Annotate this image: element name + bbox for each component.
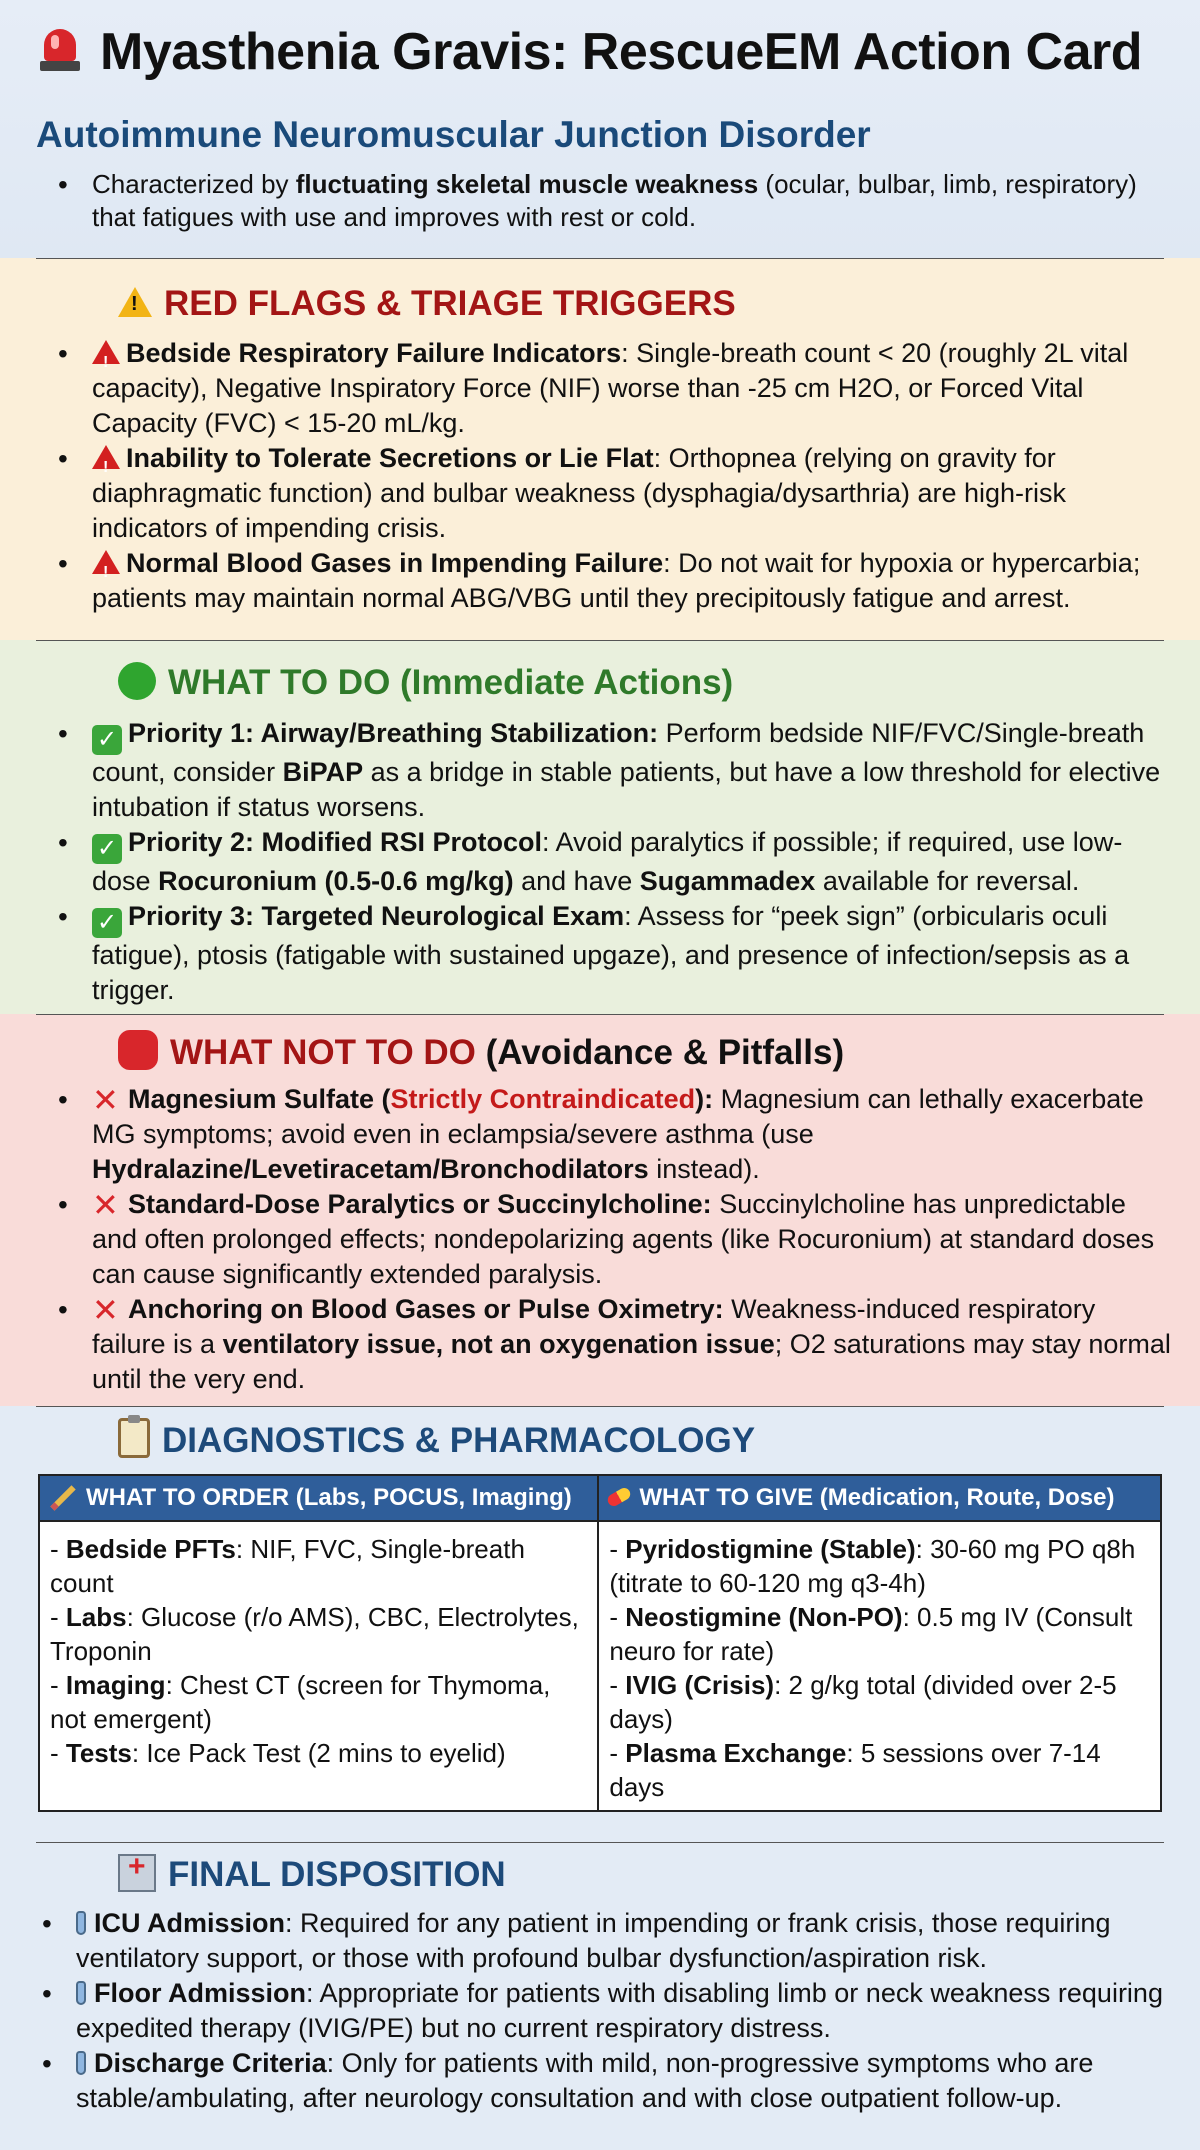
list-item: • ✓ Priority 3: Targeted Neurological Exam: Assess for “peek sign” (orbicularis oculi fatigue), ptosis (fatigable with sustained upgaze), and presence of infection/sepsis as a trigger. bbox=[92, 899, 1172, 1008]
green-circle-icon bbox=[118, 662, 156, 700]
what-not-to-do-heading: WHAT NOT TO DO (Avoidance & Pitfalls) bbox=[118, 1030, 844, 1073]
what-to-do-heading: WHAT TO DO (Immediate Actions) bbox=[118, 662, 733, 703]
check-icon: ✓ bbox=[92, 834, 122, 864]
list-item: • ✕ Anchoring on Blood Gases or Pulse Oximetry: Weakness-induced respiratory failure is a ventilatory issue, not an oxygenation issue; O2 saturations may stay normal until the very end. bbox=[92, 1292, 1172, 1397]
table-header-row bbox=[39, 1475, 1161, 1521]
clipboard-icon bbox=[118, 1418, 150, 1458]
give-item: - Plasma Exchange: 5 sessions over 7-14 days bbox=[609, 1738, 1101, 1802]
list-item: • Characterized by fluctuating skeletal muscle weakness (ocular, bulbar, limb, respiratory) that fatigues with use and improves with rest or cold. bbox=[92, 168, 1162, 234]
list-item: !• Inability to Tolerate Secretions or Lie Flat: Orthopnea (relying on gravity for diaphragmatic function) and bulbar weakness (dysphagia/dysarthria) are high-risk indicators of impending crisis. bbox=[92, 441, 1172, 546]
page-subtitle: Autoimmune Neuromuscular Junction Disorder bbox=[36, 114, 871, 155]
alert-icon bbox=[92, 445, 120, 469]
thermometer-icon bbox=[76, 2051, 86, 2075]
give-cell bbox=[598, 1521, 1161, 1811]
hospital-icon bbox=[118, 1854, 156, 1892]
page-title-text: Myasthenia Gravis: RescueEM Action Card bbox=[100, 23, 1143, 81]
order-item: - Bedside PFTs: NIF, FVC, Single-breath count bbox=[50, 1534, 525, 1598]
order-item: - Labs: Glucose (r/o AMS), CBC, Electrolytes, Troponin bbox=[50, 1602, 579, 1666]
cross-icon: ✕ bbox=[92, 1187, 119, 1223]
order-cell bbox=[39, 1521, 598, 1811]
list-item: • ✓ Priority 1: Airway/Breathing Stabilization: Perform bedside NIF/FVC/Single-breath count, consider BiPAP as a bridge in stable patients, but have a low threshold for elective intubation if status worsens. bbox=[92, 716, 1172, 825]
divider bbox=[36, 640, 1164, 641]
cross-icon: ✕ bbox=[92, 1082, 119, 1118]
disposition-list bbox=[76, 1906, 1166, 2116]
table-header-give: WHAT TO GIVE (Medication, Route, Dose) bbox=[598, 1475, 1161, 1521]
thermometer-icon bbox=[76, 1911, 86, 1935]
page-title bbox=[40, 22, 1142, 82]
cross-icon: ✕ bbox=[92, 1292, 119, 1328]
order-item: - Tests: Ice Pack Test (2 mins to eyelid) bbox=[50, 1738, 506, 1768]
list-item: !• Normal Blood Gases in Impending Failure: Do not wait for hypoxia or hypercarbia; patients may maintain normal ABG/VBG until they precipitously fatigue and arrest. bbox=[92, 546, 1172, 616]
divider bbox=[36, 1406, 1164, 1407]
list-item: !• Bedside Respiratory Failure Indicators: Single-breath count < 20 (roughly 2L vital capacity), Negative Inspiratory Force (NIF) worse than -25 cm H2O, or Forced Vital Capacity (FVC) < 15-20 mL/kg. bbox=[92, 336, 1172, 441]
give-item: - Neostigmine (Non-PO): 0.5 mg IV (Consult neuro for rate) bbox=[609, 1602, 1133, 1666]
divider bbox=[36, 1842, 1164, 1843]
intro-list bbox=[92, 168, 1162, 234]
pencil-icon bbox=[50, 1485, 75, 1510]
pill-icon bbox=[606, 1486, 633, 1508]
give-item: - IVIG (Crisis): 2 g/kg total (divided over 2-5 days) bbox=[609, 1670, 1117, 1734]
list-item: • ✕ Magnesium Sulfate (Strictly Contraindicated): Magnesium can lethally exacerbate MG symptoms; avoid even in eclampsia/severe asthma (use Hydralazine/Levetiracetam/Bronchodilators instead). bbox=[92, 1082, 1172, 1187]
check-icon: ✓ bbox=[92, 725, 122, 755]
what-not-to-do-list bbox=[92, 1082, 1172, 1397]
divider bbox=[36, 258, 1164, 259]
give-item: - Pyridostigmine (Stable): 30-60 mg PO q8h (titrate to 60-120 mg q3-4h) bbox=[609, 1534, 1136, 1598]
disposition-heading: +FINAL DISPOSITION bbox=[118, 1854, 506, 1895]
list-item: • ICU Admission: Required for any patient in impending or frank crisis, those requiring ventilatory support, or those with profound bulbar dysfunction/aspiration risk. bbox=[76, 1906, 1166, 1976]
list-item: • ✕ Standard-Dose Paralytics or Succinylcholine: Succinylcholine has unpredictable and often prolonged effects; nondepolarizing agents (like Rocuronium) at standard doses can cause significantly extended paralysis. bbox=[92, 1187, 1172, 1292]
alert-icon bbox=[92, 340, 120, 364]
what-to-do-list bbox=[92, 716, 1172, 1008]
diagnostics-table bbox=[38, 1474, 1162, 1812]
thermometer-icon bbox=[76, 1981, 86, 2005]
red-flags-heading: !RED FLAGS & TRIAGE TRIGGERS bbox=[118, 284, 736, 324]
list-item: • Discharge Criteria: Only for patients with mild, non-progressive symptoms who are stable/ambulating, after neurology consultation and with close outpatient follow-up. bbox=[76, 2046, 1166, 2116]
list-item: • Floor Admission: Appropriate for patients with disabling limb or neck weakness requiring expedited therapy (IVIG/PE) but no current respiratory distress. bbox=[76, 1976, 1166, 2046]
stop-sign-icon bbox=[118, 1030, 158, 1070]
table-header-order: WHAT TO ORDER (Labs, POCUS, Imaging) bbox=[39, 1475, 598, 1521]
order-item: - Imaging: Chest CT (screen for Thymoma, not emergent) bbox=[50, 1670, 551, 1734]
warning-icon bbox=[118, 287, 152, 317]
diagnostics-heading: DIAGNOSTICS & PHARMACOLOGY bbox=[118, 1418, 755, 1461]
list-item: • ✓ Priority 2: Modified RSI Protocol: Avoid paralytics if possible; if required, use low-dose Rocuronium (0.5-0.6 mg/kg) and have Sugammadex available for reversal. bbox=[92, 825, 1172, 899]
table-row bbox=[39, 1521, 1161, 1811]
divider bbox=[36, 1014, 1164, 1015]
siren-icon bbox=[40, 27, 80, 73]
alert-icon bbox=[92, 550, 120, 574]
red-flags-list bbox=[92, 336, 1172, 616]
check-icon: ✓ bbox=[92, 908, 122, 938]
